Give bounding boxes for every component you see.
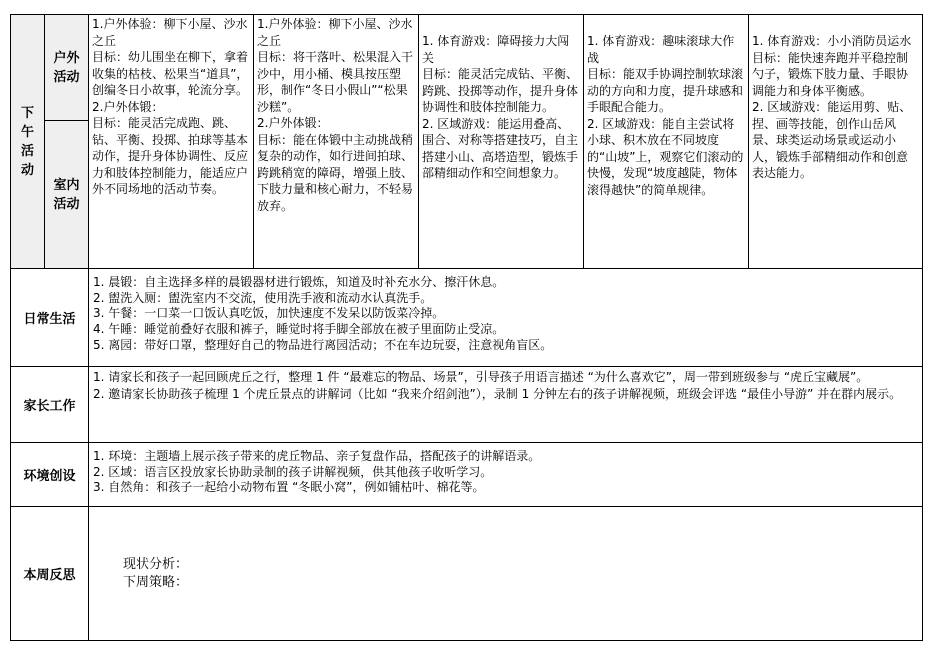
daily-life-list [89,269,922,356]
environment-content [89,443,923,507]
reflection-content [89,507,923,641]
list-item: 1. 请家长和孩子一起回顾虎丘之行，整理 1 件 “最难忘的物品、场景”，引导孩子用语言描述 “为什么喜欢它”，周一带到班级参与 “虎丘宝藏展”。 [93,370,869,384]
environment-row [11,443,923,507]
daily-life-content [89,269,923,367]
afternoon-col-2-text: 1.户外体验：柳下小屋、沙水之丘 目标：将干落叶、松果混入干沙中，用小桶、模具按压塑形，制作“冬日小假山”“松果沙糕”。 2.户外体锻： 目标：能在体锻中主动挑战稍复杂的动作，如行进间拍球、跨跳稍宽的障碍，增强上肢、下肢力量和核心耐力，不轻易放弃。 [257,17,414,213]
reflection-row [11,507,923,641]
status-analysis-label: 现状分析： [123,556,189,572]
afternoon-col-1-text: 1.户外体验：柳下小屋、沙水之丘 目标：幼儿围坐在柳下，拿着收集的枯枝、松果当“道具”，创编冬日小故事，轮流分享。 2.户外体锻： 目标：能灵活完成跑、跳、钻、平衡、投掷、拍球等基本动作，提升身体协调性、反应力和肢体控制能力，能适应户外不同场地的活动节奏。 [92,17,249,196]
environment-list [89,443,922,498]
parents-row [11,367,923,443]
daily-life-row [11,269,923,367]
next-week-strategy-label: 下周策略： [123,574,189,590]
list-item: 5. 离园：带好口罩，整理好自己的物品进行离园活动；不在车边玩耍，注意视角盲区。 [93,337,553,352]
parents-label: 家长工作 [11,367,89,443]
afternoon-col-2 [254,15,419,269]
reflection-fields [89,554,922,594]
indoor-activity-label: 室内活动 [45,121,89,269]
parents-content [89,367,923,443]
list-item: 4. 午睡：睡觉前叠好衣服和裤子，睡觉时将手脚全部放在被子里面防止受凉。 [93,322,505,337]
reflection-label: 本周反思 [11,507,89,641]
daily-life-label: 日常生活 [11,269,89,367]
afternoon-col-5-text: 1. 体育游戏：小小消防员运水 目标：能快速奔跑并平稳控制勺子，锻炼下肢力量、手眼协调能力和身体平衡感。 2. 区域游戏：能运用剪、贴、捏、画等技能，创作山岳风景、球类运动场景或运动小人，锻炼手部精细动作和创意表达能力。 [752,34,912,180]
list-item: 2. 盥洗入厕：盥洗室内不交流，使用洗手液和流动水认真洗手。 [93,290,433,305]
list-item: 3. 午餐：一口菜一口饭认真吃饭，加快速度不发呆以防饭菜冷掉。 [93,306,445,321]
afternoon-col-5 [749,15,923,269]
list-item: 2. 邀请家长协助孩子梳理 1 个虎丘景点的讲解词（比如 “我来介绍剑池”），录制 1 分钟左右的孩子讲解视频，班级会评选 “最佳小导游” 并在群内展示。 [93,387,902,401]
afternoon-col-3-text: 1. 体育游戏：障碍接力大闯关 目标：能灵活完成钻、平衡、跨跳、投掷等动作，提升身体协调性和肢体控制能力。 2. 区域游戏：能运用叠高、围合、对称等搭建技巧，自主搭建小山、高塔造型，锻炼手部精细动作和空间想象力。 [422,34,579,180]
afternoon-col-4 [584,15,749,269]
outdoor-activity-label: 户外活动 [45,15,89,121]
list-item: 1. 晨锻：自主选择多样的晨锻器材进行锻炼，知道及时补充水分、擦汗休息。 [93,275,505,289]
parents-list [89,367,922,405]
afternoon-section-label: 下午活动 [11,15,45,269]
afternoon-col-3 [419,15,584,269]
list-item: 2. 区域：语言区投放家长协助录制的孩子讲解视频，供其他孩子收听学习。 [93,464,493,479]
afternoon-outdoor-row [11,15,923,121]
list-item: 3. 自然角：和孩子一起给小动物布置 “冬眠小窝”，例如铺枯叶、棉花等。 [93,480,485,495]
environment-label: 环境创设 [11,443,89,507]
weekly-plan-table [10,14,923,641]
afternoon-col-1 [89,15,254,269]
list-item: 1. 环境：主题墙上展示孩子带来的虎丘物品、亲子复盘作品，搭配孩子的讲解语录。 [93,449,541,463]
afternoon-col-4-text: 1. 体育游戏：趣味滚球大作战 目标：能双手协调控制软球滚动的方向和力度，提升球感和手眼配合能力。 2. 区域游戏：能自主尝试将小球、积木放在不同坡度的“山坡”上，观察它们滚动的快慢，发现“坡度越陡，物体滚得越快”的简单规律。 [587,34,744,197]
